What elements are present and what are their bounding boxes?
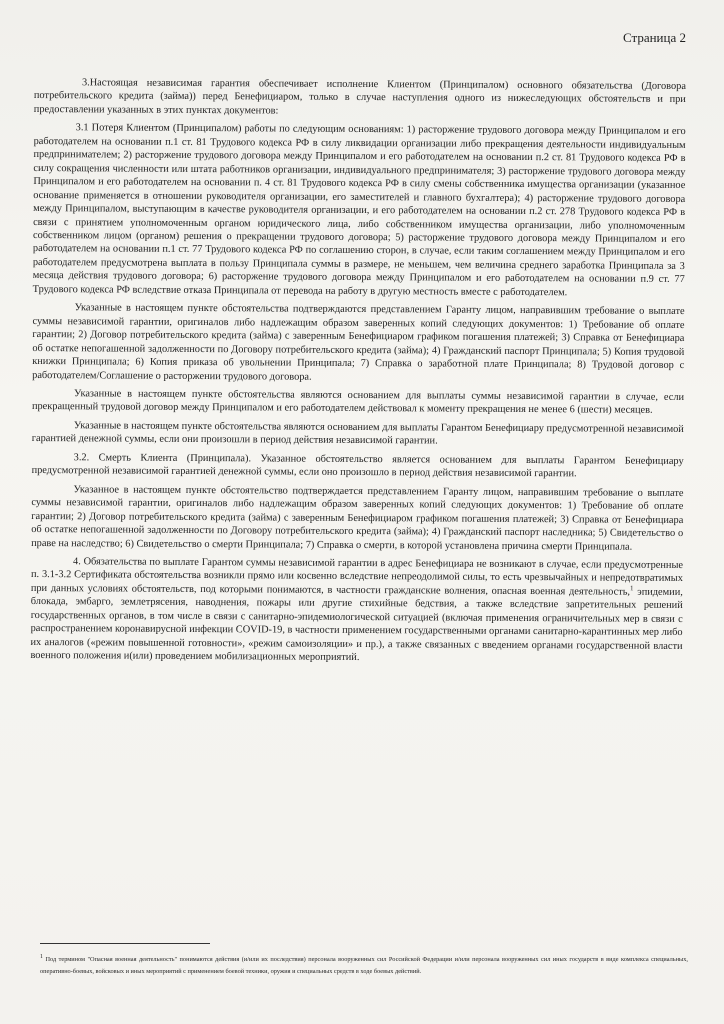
- paragraph-4-part-1: 4. Обязательства по выплате Гарантом суммы независимой гарантии в адрес Бенефициара не возникают в случае, если предусмотренные п. 3.1-3.2 Сертификата обстоятельства возникли прямо или косвенно вследствие непреодолимой силы, то есть чрезвычайных и непредотвратимых при данных условиях обстоятельств, под которыми понимаются, в частности гражданские волнения, опасная военная деятельность,: [30, 556, 684, 598]
- paragraph-3-1: 3.1 Потеря Клиентом (Принципалом) работы по следующим основаниям: 1) расторжение трудового договора между Принципалом и его работодателем на основании п.1 ст. 81 Трудового кодекса РФ в силу ликвидации организации либо прекращения деятельности индивидуальным предпринимателем; 2) расторжение трудового договора между Принципалом и его работодателем на основании п.2 ст. 81 Трудового кодекса РФ в силу сокращения численности или штата работников организации, индивидуального предпринимателя; 3) расторжение трудового договора между Принципалом и его работодателем на основании п. 4 ст. 81 Трудового кодекса РФ в силу смены собственника имущества организации (указанное основание применяется в отношении руководителя организации, его заместителей и главного бухгалтера); 4) расторжение трудового договора между Принципалом, выступающим в качестве руководителя организации, и его работодателем на основании п.2 ст. 278 Трудового кодекса РФ в связи с принятием уполномоченным органом юридического лица, либо собственником имущества организации, либо уполномоченным собственником лицом (органом) решения о прекращении трудового договора; 5) расторжение трудового договора между Принципалом и его работодателем на основании п.1 ст. 77 Трудового кодекса РФ по соглашению сторон, в случае, если таким соглашением между Принципалом и его работодателем предусмотрена выплата в пользу Принципала суммы в размере, не меньшем, чем величина среднего заработка Принципала за 3 месяца действия трудового договора; 6) расторжение трудового договора между Принципалом и его работодателем на основании п.9 ст. 77 Трудового кодекса РФ вследствие отказа Принципала от перевода на работу в другую местность вместе с работодателем.: [32, 122, 686, 299]
- footnote-text: Под термином "Опасная военная деятельность" понимаются действия (и/или их последствия) персонала вооруженных сил Российской Федерации и/или персонала вооруженных сил иных государств в виде комплекса специальных, оперативно-боевых, войсковых и иных мероприятий с применением боевой техники, оружия и специальных средств в ходе боевых действий.: [40, 956, 688, 976]
- paragraph-3-1-period: Указанные в настоящем пункте обстоятельства являются основанием для выплаты Гарантом Бенефициару предусмотренной независимой гарантией денежной суммы, если они произошли в период действия независимой гарантии.: [31, 420, 684, 447]
- page-number: Страница 2: [622, 30, 686, 45]
- document-body: [30, 76, 686, 667]
- footnote-reference: 1: [630, 584, 634, 593]
- footnote-divider: [40, 943, 210, 944]
- paragraph-4: [30, 555, 683, 667]
- paragraph-4-part-2: эпидемии, блокада, эмбарго, землетрясения, наводнения, пожары или другие стихийные бедствия, а также вследствие запретительных решений государственных органов, в том числе в связи с санитарно-эпидемиологической ситуацией (включая применения ограничительных мер в связи с распространением коронавирусной инфекции COVID-19, в частности применением государственными органами санитарно-карантинных мер либо их аналогов («режим повышенной готовности», «режим самоизоляции» и пр.), а также связанных с введением органами государственной власти военного положения и(или) проведением мобилизационных мероприятий.: [30, 586, 683, 664]
- paragraph-3-2: 3.2. Смерть Клиента (Принципала). Указанное обстоятельство является основанием для выплаты Гарантом Бенефициару предусмотренной независимой гарантией денежной суммы, если оно произошло в период действия независимой гарантии.: [31, 452, 684, 480]
- paragraph-3: 3.Настоящая независимая гарантия обеспечивает исполнение Клиентом (Принципалом) основного обязательства (Договора потребительского кредита (займа)) перед Бенефициаром, только в случае наступления одного из нижеследующих обстоятельств и при предоставлении указанных в этих пунктах документов:: [33, 77, 686, 117]
- paragraph-3-2-documents: Указанное в настоящем пункте обстоятельство подтверждается представлением Гаранту лицом, направившим требование о выплате суммы независимой гарантии, оригиналов либо надлежащим образом заверенных копий следующих документов: 1) Требование об оплате гарантии; 2) Договор потребительского кредита (займа) с заверенным Бенефициаром графиком погашения платежей; 3) Справка от Бенефициара об остатке непогашенной задолженности по Договору потребительского кредита (займа); 4) Гражданский паспорт наследника; 5) Свидетельство о праве на наследство; 6) Свидетельство о смерти Принципала; 7) Справка о смерти, в которой установлена причина смерти Принципала.: [31, 483, 684, 553]
- footnote: [40, 951, 688, 978]
- paragraph-3-1-condition: Указанные в настоящем пункте обстоятельства являются основанием для выплаты суммы независимой гарантии в случае, если прекращенный трудовой договор между Принципалом и его работодателем действовал к моменту прекращения не менее 6 (шести) месяцев.: [31, 388, 685, 417]
- paragraph-3-1-documents: Указанные в настоящем пункте обстоятельства подтверждаются представлением Гаранту лицом, направившим требование о выплате суммы независимой гарантии, оригиналов либо надлежащим образом заверенных копий следующих документов: 1) Требование об оплате гарантии; 2) Договор потребительского кредита (займа) с заверенным Бенефициаром графиком погашения платежей; 3) Справка от Бенефициара об остатке непогашенной задолженности по Договору потребительского кредита (займа); 4) Гражданский паспорт Принципала; 5) Копия трудовой книжки Принципала; 6) Копия приказа об увольнении Принципала; 7) Справка о заработной плате Принципала; 8) Трудовой договор с работодателем/Соглашение о расторжении трудового договора.: [32, 302, 685, 383]
- footnote-mark: 1: [40, 954, 43, 960]
